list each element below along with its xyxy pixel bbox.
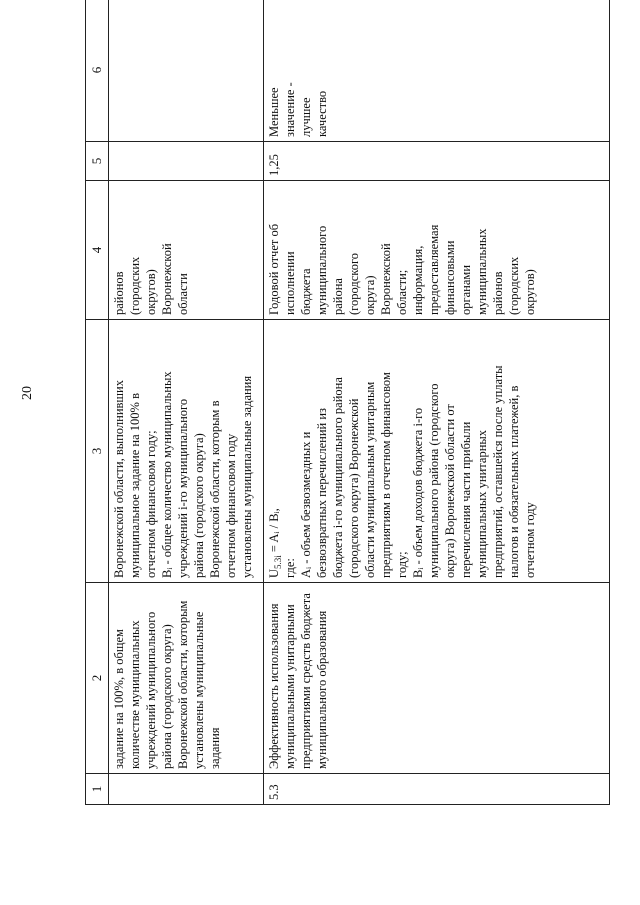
cell-text (109, 774, 113, 804)
header-col-4: 4 (86, 181, 109, 320)
header-col-3: 3 (86, 320, 109, 583)
row-5-3-col-4 (264, 181, 610, 320)
row-continued-col-2 (109, 583, 264, 774)
data-source: Годовой отчет об исполнении бюджета муниципального района (городского округа) Воронежской области; информация, предоставляемая финансовыми органами муниципальных районов (городских округов) (267, 223, 537, 315)
row-5-3-col-6 (264, 0, 610, 142)
table-row (264, 0, 610, 805)
formula-description: где: Aᵢ - объем безвозмездных и безвозвратных перечислений из бюджета i-го муниципального района (городского округа) Воронежской области муниципальным унитарным предприятиям в отчетном финансовом году; Bᵢ - объем доходов бюджета i-го муниципального района (городского округа) Воронежской области от перечисления части прибыли муниципальных унитарных предприятий, оставшейся после уплаты налогов и обязательных платежей, в отчетном году (283, 365, 537, 578)
criteria-table (85, 0, 610, 805)
row-5-3-col-3 (264, 320, 610, 583)
formula-lead: U (267, 568, 281, 578)
formula-tail: = Aᵢ / Bᵢ, (267, 508, 281, 556)
row-continued-col-5 (109, 142, 264, 181)
row-continued-col-6 (109, 0, 264, 142)
cell-text (109, 0, 113, 141)
row-continued-col-1 (109, 774, 264, 805)
cell-text (109, 142, 113, 180)
header-col-6: 6 (86, 0, 109, 142)
criteria-table-sheet (85, 5, 610, 805)
header-col-2: 2 (86, 583, 109, 774)
quality-note: Меньшее значение - лучшее качество (267, 82, 329, 137)
formula-subscript: 5.3i (273, 555, 283, 569)
formula (264, 320, 282, 582)
cell-text: районов (городских округов) Воронежской области (112, 243, 190, 315)
table-row (109, 0, 264, 805)
header-col-5: 5 (86, 142, 109, 181)
cell-text: Воронежской области, выполнивших муниципальное задание на 100% в отчетном финансовом году; Bᵢ - общее количество муниципальных учреждений i-го муниципального района (городского округа) Воронежской области, которым в отчетном финансовом году установлены муниципальные задания (112, 371, 254, 578)
row-continued-col-3 (109, 320, 264, 583)
cell-text: задание на 100%, в общем количестве муниципальных учреждений муниципального района (городского округа) Воронежской области, которым установлены муниципальные задания (112, 600, 222, 769)
row-5-3-col-1 (264, 774, 610, 805)
header-row (86, 0, 109, 805)
row-5-3-col-2 (264, 583, 610, 774)
header-col-1: 1 (86, 774, 109, 805)
indicator-name: Эффективность использования муниципальными унитарными предприятиями средств бюджета муниципального образования (267, 593, 329, 769)
row-5-3-col-5 (264, 142, 610, 181)
page-number: 20 (20, 386, 35, 400)
row-number: 5.3 (267, 784, 281, 800)
row-continued-col-4 (109, 181, 264, 320)
weight-value: 1,25 (267, 154, 281, 176)
